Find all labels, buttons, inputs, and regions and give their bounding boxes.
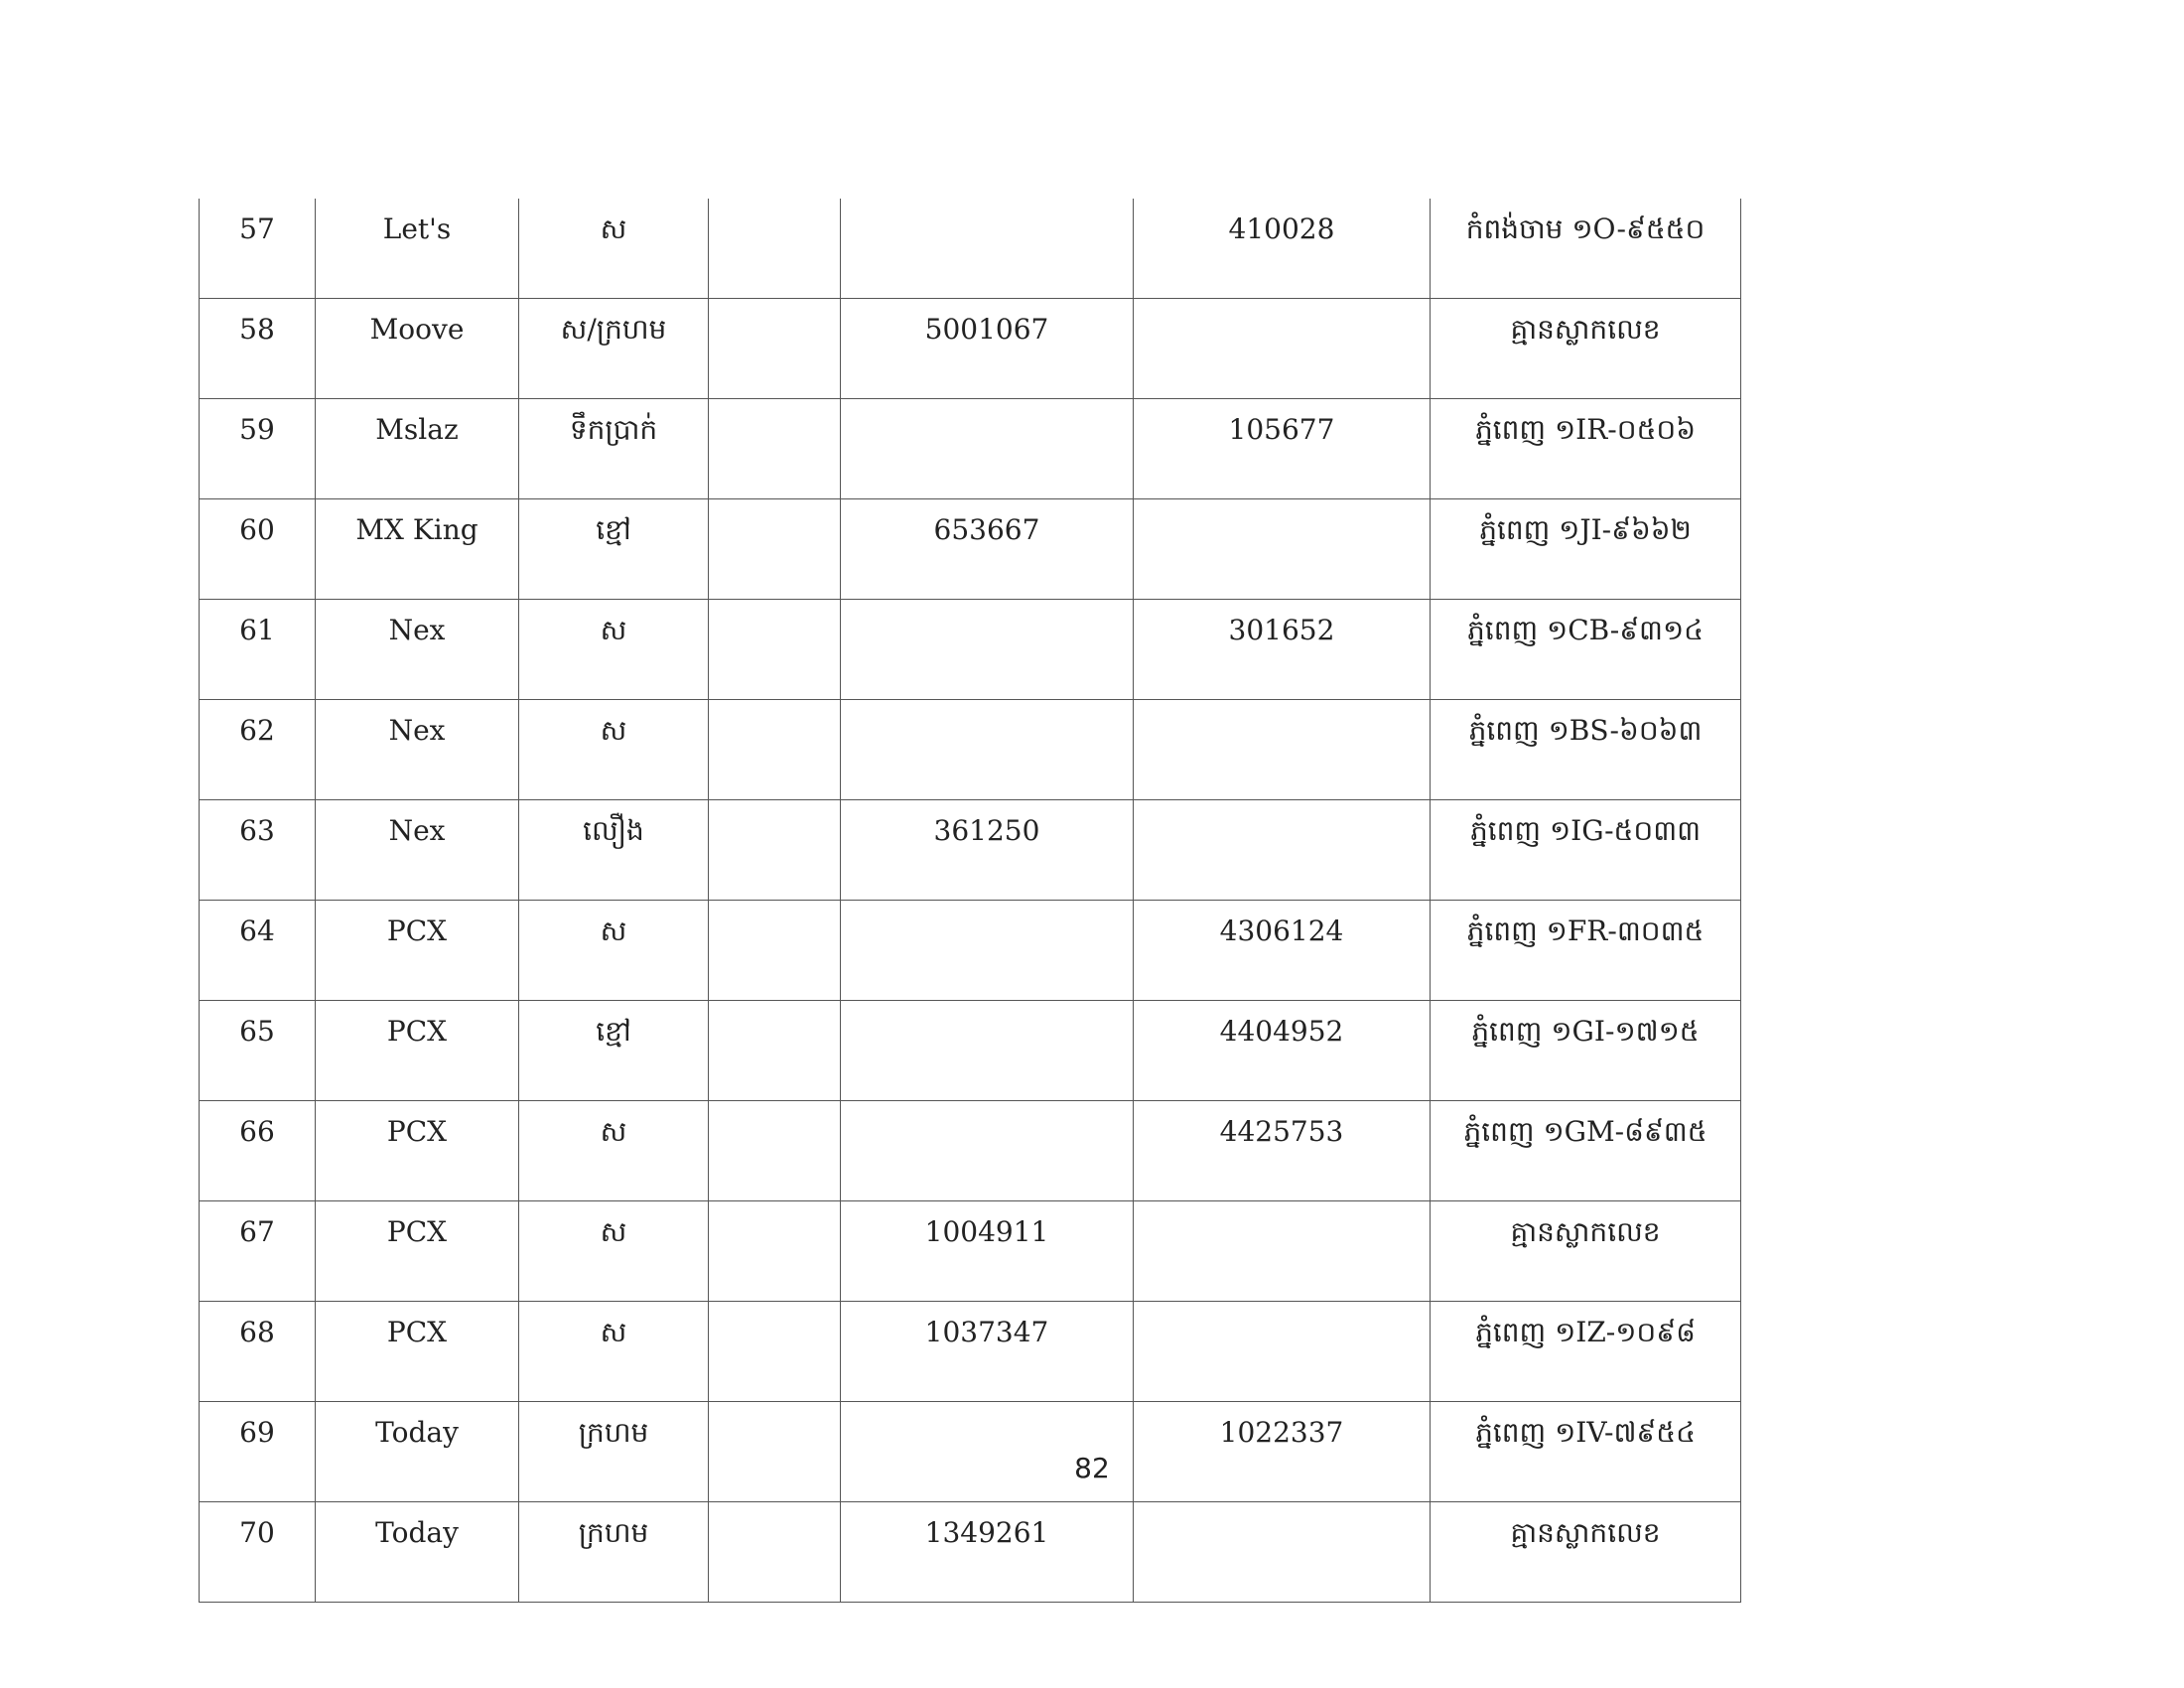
empty-cell bbox=[709, 700, 841, 800]
color-cell: ខ្មៅ bbox=[519, 499, 709, 600]
color-cell: ស bbox=[519, 901, 709, 1001]
model-cell: PCX bbox=[316, 1302, 519, 1402]
row-number-cell: 58 bbox=[200, 299, 316, 399]
frame-number-cell bbox=[1134, 700, 1431, 800]
row-number-cell: 65 bbox=[200, 1001, 316, 1101]
row-number-cell: 59 bbox=[200, 399, 316, 499]
empty-cell bbox=[709, 600, 841, 700]
frame-number-cell: 301652 bbox=[1134, 600, 1431, 700]
row-number-cell: 62 bbox=[200, 700, 316, 800]
color-cell: ស bbox=[519, 600, 709, 700]
plate-number-cell: ភ្នំពេញ ១IV-៧៩៥៤ bbox=[1431, 1402, 1741, 1502]
frame-number-cell: 4425753 bbox=[1134, 1101, 1431, 1201]
empty-cell bbox=[709, 399, 841, 499]
plate-number-cell: ភ្នំពេញ ១BS-៦០៦៣ bbox=[1431, 700, 1741, 800]
row-number-cell: 61 bbox=[200, 600, 316, 700]
table-row bbox=[200, 1001, 1741, 1101]
plate-number-cell: ភ្នំពេញ ១IR-០៥០៦ bbox=[1431, 399, 1741, 499]
empty-cell bbox=[709, 1201, 841, 1302]
color-cell: ស bbox=[519, 1101, 709, 1201]
empty-cell bbox=[709, 1101, 841, 1201]
table-row bbox=[200, 199, 1741, 299]
engine-number-cell: 361250 bbox=[841, 800, 1134, 901]
table-row bbox=[200, 399, 1741, 499]
empty-cell bbox=[709, 1302, 841, 1402]
table-row bbox=[200, 800, 1741, 901]
model-cell: PCX bbox=[316, 1201, 519, 1302]
row-number-cell: 64 bbox=[200, 901, 316, 1001]
row-number-cell: 63 bbox=[200, 800, 316, 901]
frame-number-cell bbox=[1134, 800, 1431, 901]
engine-number-cell bbox=[841, 1101, 1134, 1201]
model-cell: Nex bbox=[316, 700, 519, 800]
plate-number-cell: ភ្នំពេញ ១JI-៩៦៦២ bbox=[1431, 499, 1741, 600]
empty-cell bbox=[709, 1001, 841, 1101]
plate-number-cell: កំពង់ចាម ១O-៩៥៥០ bbox=[1431, 199, 1741, 299]
plate-number-cell: ភ្នំពេញ ១IG-៥០៣៣ bbox=[1431, 800, 1741, 901]
row-number-cell: 70 bbox=[200, 1502, 316, 1603]
color-cell: ក្រហម bbox=[519, 1502, 709, 1603]
color-cell: ស/ក្រហម bbox=[519, 299, 709, 399]
engine-number-cell: 653667 bbox=[841, 499, 1134, 600]
plate-number-cell: ភ្នំពេញ ១CB-៩៣១៤ bbox=[1431, 600, 1741, 700]
row-number-cell: 67 bbox=[200, 1201, 316, 1302]
engine-number-cell: 1349261 bbox=[841, 1502, 1134, 1603]
model-cell: Nex bbox=[316, 800, 519, 901]
engine-number-cell: 5001067 bbox=[841, 299, 1134, 399]
engine-number-cell: 1037347 bbox=[841, 1302, 1134, 1402]
row-number-cell: 66 bbox=[200, 1101, 316, 1201]
table-row bbox=[200, 1101, 1741, 1201]
table-row bbox=[200, 700, 1741, 800]
frame-number-cell: 4306124 bbox=[1134, 901, 1431, 1001]
frame-number-cell bbox=[1134, 499, 1431, 600]
row-number-cell: 69 bbox=[200, 1402, 316, 1502]
page-number: 82 bbox=[1074, 1452, 1110, 1484]
plate-number-cell: គ្មានស្លាកលេខ bbox=[1431, 1502, 1741, 1603]
table-row bbox=[200, 1201, 1741, 1302]
plate-number-cell: ភ្នំពេញ ១FR-៣០៣៥ bbox=[1431, 901, 1741, 1001]
model-cell: Moove bbox=[316, 299, 519, 399]
empty-cell bbox=[709, 1502, 841, 1603]
frame-number-cell bbox=[1134, 1201, 1431, 1302]
model-cell: Mslaz bbox=[316, 399, 519, 499]
empty-cell bbox=[709, 499, 841, 600]
plate-number-cell: គ្មានស្លាកលេខ bbox=[1431, 1201, 1741, 1302]
row-number-cell: 57 bbox=[200, 199, 316, 299]
frame-number-cell: 4404952 bbox=[1134, 1001, 1431, 1101]
model-cell: Today bbox=[316, 1502, 519, 1603]
table-row bbox=[200, 600, 1741, 700]
color-cell: ស bbox=[519, 199, 709, 299]
color-cell: ក្រហម bbox=[519, 1402, 709, 1502]
model-cell: Today bbox=[316, 1402, 519, 1502]
plate-number-cell: ភ្នំពេញ ១IZ-១០៩៨ bbox=[1431, 1302, 1741, 1402]
color-cell: ស bbox=[519, 700, 709, 800]
empty-cell bbox=[709, 800, 841, 901]
color-cell: ស bbox=[519, 1201, 709, 1302]
engine-number-cell bbox=[841, 700, 1134, 800]
plate-number-cell: ភ្នំពេញ ១GI-១៧១៥ bbox=[1431, 1001, 1741, 1101]
model-cell: PCX bbox=[316, 901, 519, 1001]
frame-number-cell: 410028 bbox=[1134, 199, 1431, 299]
vehicle-table-body bbox=[200, 199, 1741, 1603]
engine-number-cell bbox=[841, 399, 1134, 499]
frame-number-cell: 1022337 bbox=[1134, 1402, 1431, 1502]
empty-cell bbox=[709, 199, 841, 299]
model-cell: Nex bbox=[316, 600, 519, 700]
engine-number-cell bbox=[841, 1001, 1134, 1101]
plate-number-cell: គ្មានស្លាកលេខ bbox=[1431, 299, 1741, 399]
model-cell: PCX bbox=[316, 1101, 519, 1201]
model-cell: Let's bbox=[316, 199, 519, 299]
table-row bbox=[200, 1502, 1741, 1603]
engine-number-cell bbox=[841, 600, 1134, 700]
table-row bbox=[200, 499, 1741, 600]
color-cell: លឿង bbox=[519, 800, 709, 901]
row-number-cell: 68 bbox=[200, 1302, 316, 1402]
frame-number-cell bbox=[1134, 1502, 1431, 1603]
color-cell: ស bbox=[519, 1302, 709, 1402]
vehicle-table bbox=[199, 199, 1741, 1603]
empty-cell bbox=[709, 901, 841, 1001]
row-number-cell: 60 bbox=[200, 499, 316, 600]
frame-number-cell bbox=[1134, 299, 1431, 399]
frame-number-cell: 105677 bbox=[1134, 399, 1431, 499]
color-cell: ទឹកប្រាក់ bbox=[519, 399, 709, 499]
model-cell: PCX bbox=[316, 1001, 519, 1101]
table-row bbox=[200, 901, 1741, 1001]
model-cell: MX King bbox=[316, 499, 519, 600]
engine-number-cell bbox=[841, 901, 1134, 1001]
engine-number-cell: 1004911 bbox=[841, 1201, 1134, 1302]
frame-number-cell bbox=[1134, 1302, 1431, 1402]
table-row bbox=[200, 1302, 1741, 1402]
engine-number-cell bbox=[841, 199, 1134, 299]
color-cell: ខ្មៅ bbox=[519, 1001, 709, 1101]
table-row bbox=[200, 299, 1741, 399]
plate-number-cell: ភ្នំពេញ ១GM-៨៩៣៥ bbox=[1431, 1101, 1741, 1201]
empty-cell bbox=[709, 299, 841, 399]
